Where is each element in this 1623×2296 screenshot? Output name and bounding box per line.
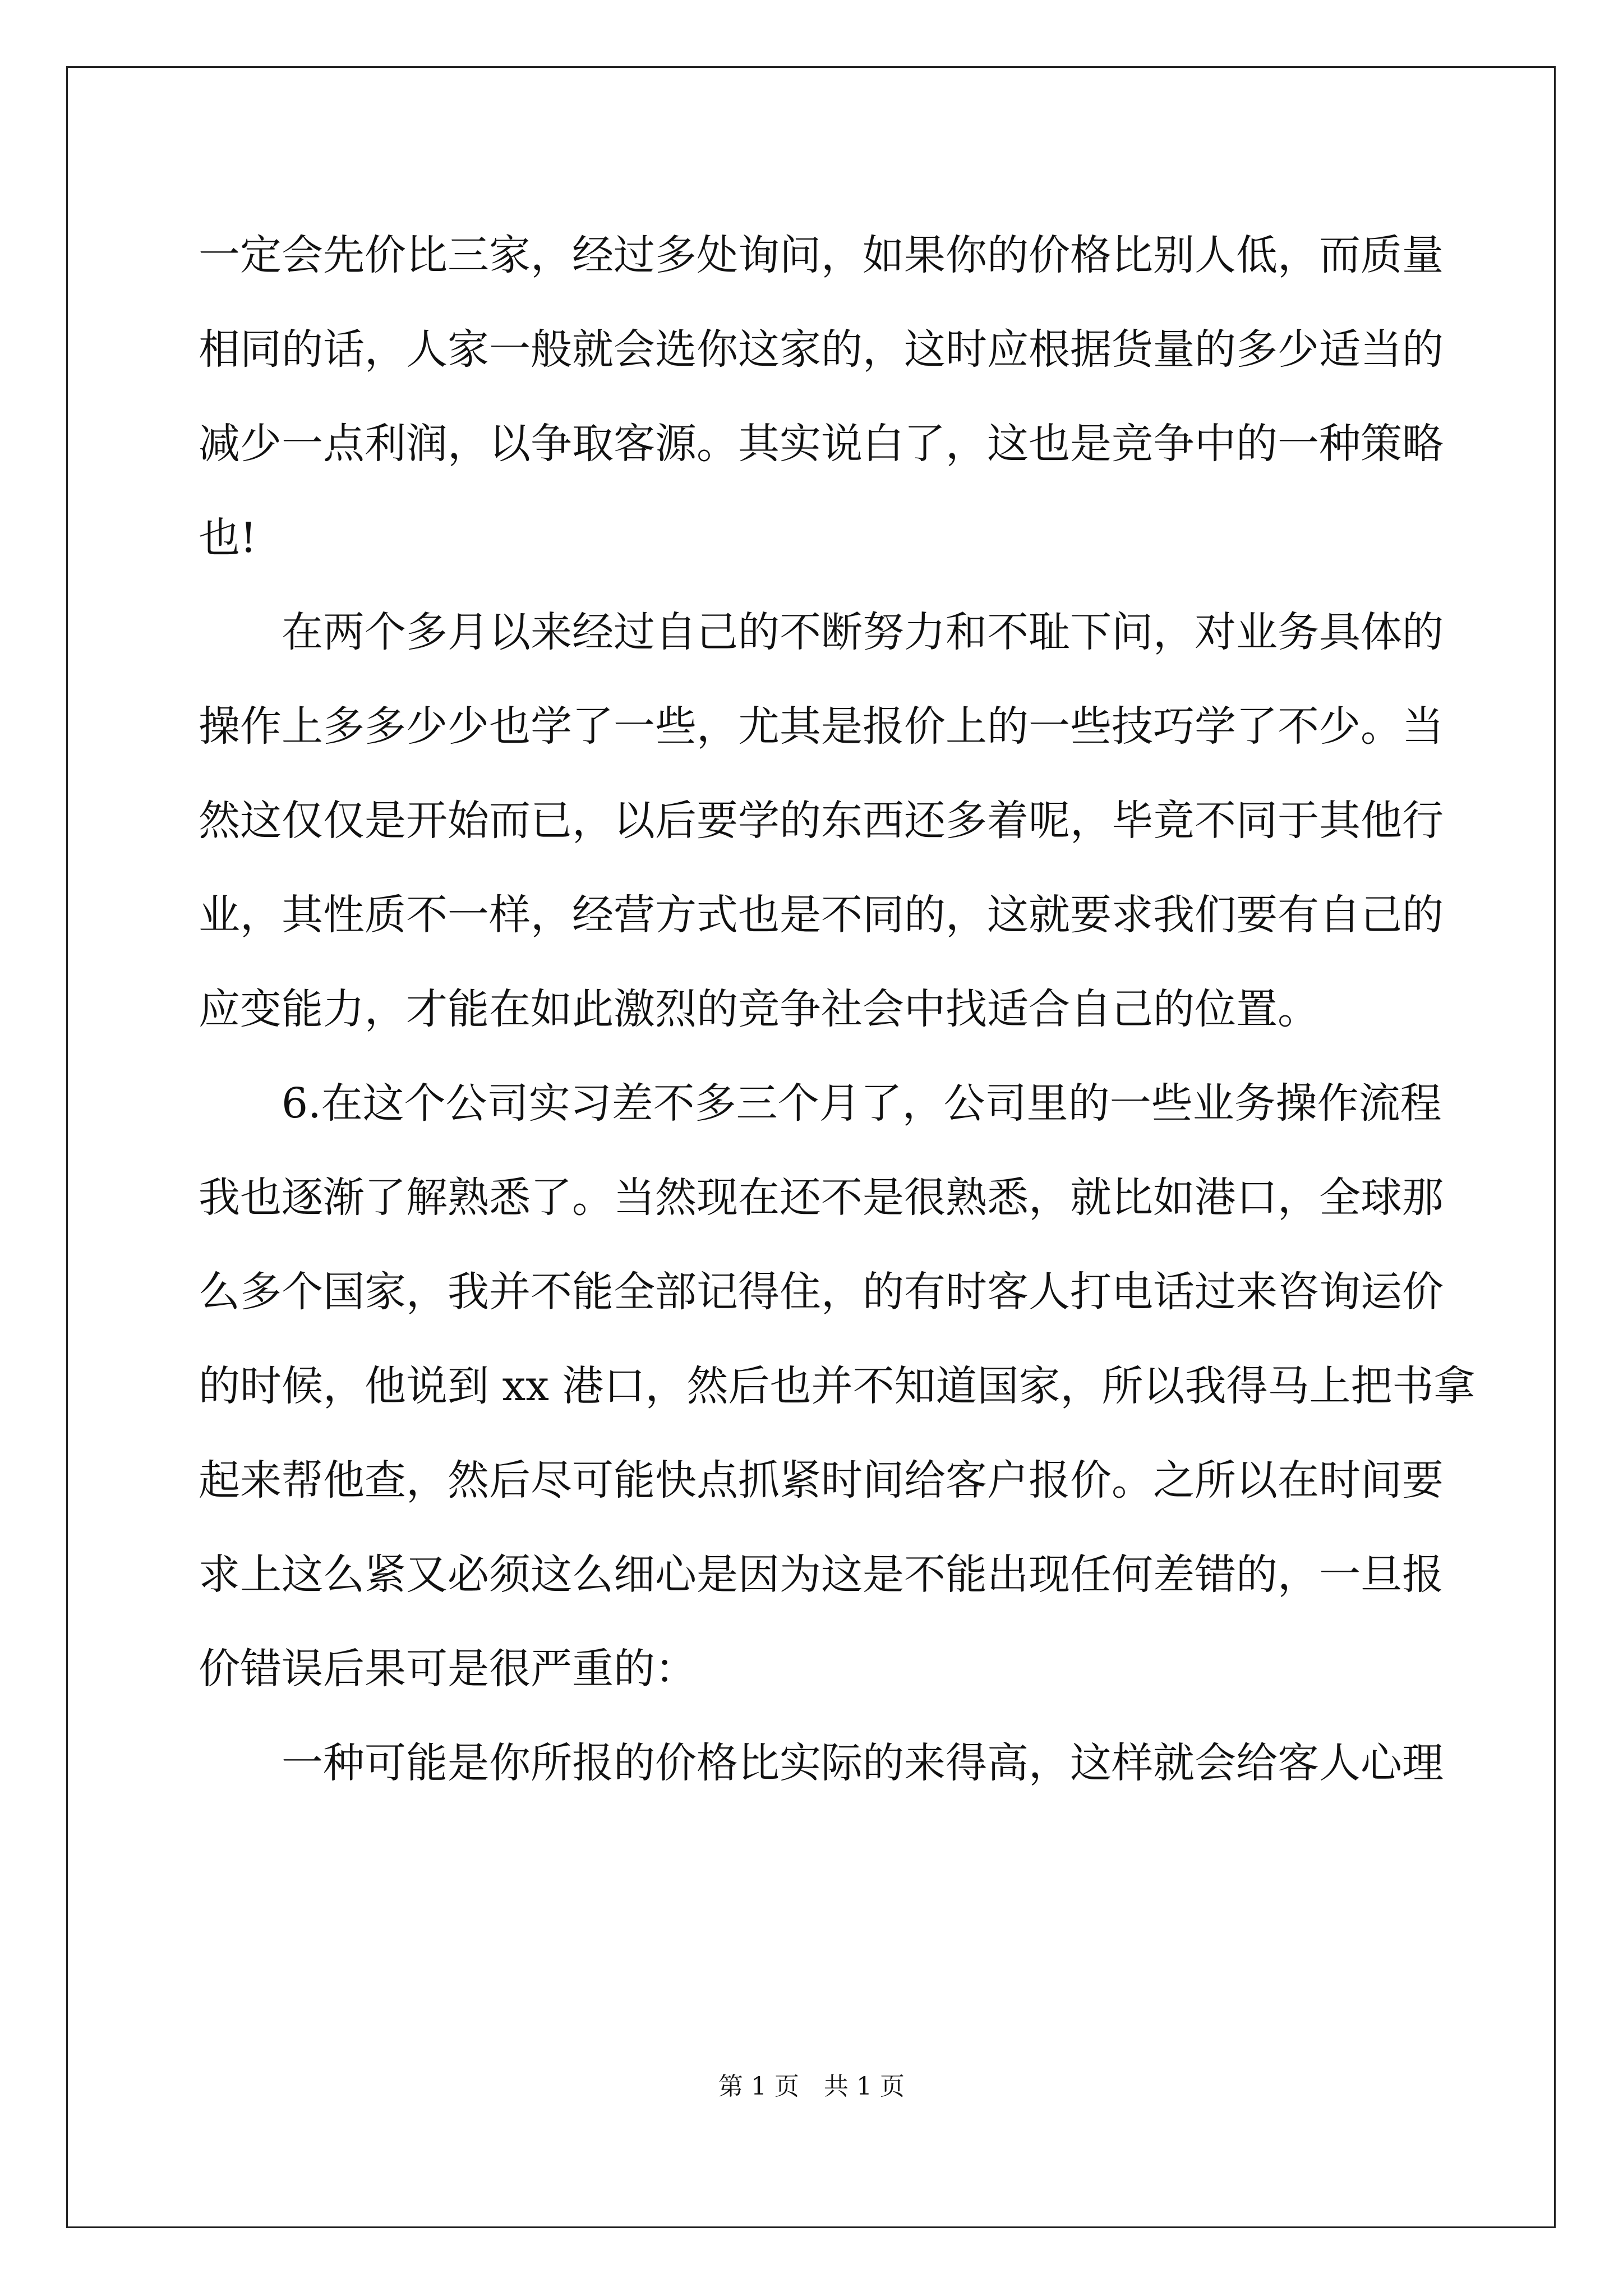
text-line-10: 6.在这个公司实习差不多三个月了，公司里的一些业务操作流程	[282, 1079, 1442, 1128]
text-line-12: 么多个国家，我并不能全部记得住，的有时客人打电话过来咨询运价	[199, 1268, 1444, 1316]
text-line-9: 应变能力，才能在如此激烈的竞争社会中找适合自己的位置。	[199, 985, 1319, 1033]
text-line-4: 也!	[199, 514, 257, 562]
page-border	[66, 66, 1556, 2228]
text-line-5: 在两个多月以来经过自己的不断努力和不耻下问，对业务具体的	[282, 608, 1444, 656]
text-line-2: 相同的话，人家一般就会选你这家的，这时应根据货量的多少适当的	[199, 325, 1444, 374]
text-line-15: 求上这么紧又必须这么细心是因为这是不能出现任何差错的，一旦报	[199, 1550, 1444, 1599]
text-line-8: 业，其性质不一样，经营方式也是不同的，这就要求我们要有自己的	[199, 891, 1444, 939]
text-line-7: 然这仅仅是开始而已，以后要学的东西还多着呢，毕竟不同于其他行	[199, 797, 1444, 845]
text-line-11: 我也逐渐了解熟悉了。当然现在还不是很熟悉，就比如港口，全球那	[199, 1174, 1444, 1222]
text-line-1: 一定会先价比三家，经过多处询问，如果你的价格比别人低，而质量	[199, 231, 1444, 279]
text-line-13: 的时候，他说到 xx 港口，然后也并不知道国家，所以我得马上把书拿	[199, 1362, 1476, 1410]
text-line-3: 减少一点利润，以争取客源。其实说白了，这也是竞争中的一种策略	[199, 420, 1444, 468]
text-line-16: 价错误后果可是很严重的：	[199, 1645, 697, 1693]
page-footer: 第 1 页 共 1 页	[718, 2072, 905, 2101]
text-line-14: 起来帮他查，然后尽可能快点抓紧时间给客户报价。之所以在时间要	[199, 1456, 1444, 1504]
text-line-17: 一种可能是你所报的价格比实际的来得高，这样就会给客人心理	[282, 1739, 1444, 1787]
text-line-6: 操作上多多少少也学了一些，尤其是报价上的一些技巧学了不少。当	[199, 702, 1444, 751]
